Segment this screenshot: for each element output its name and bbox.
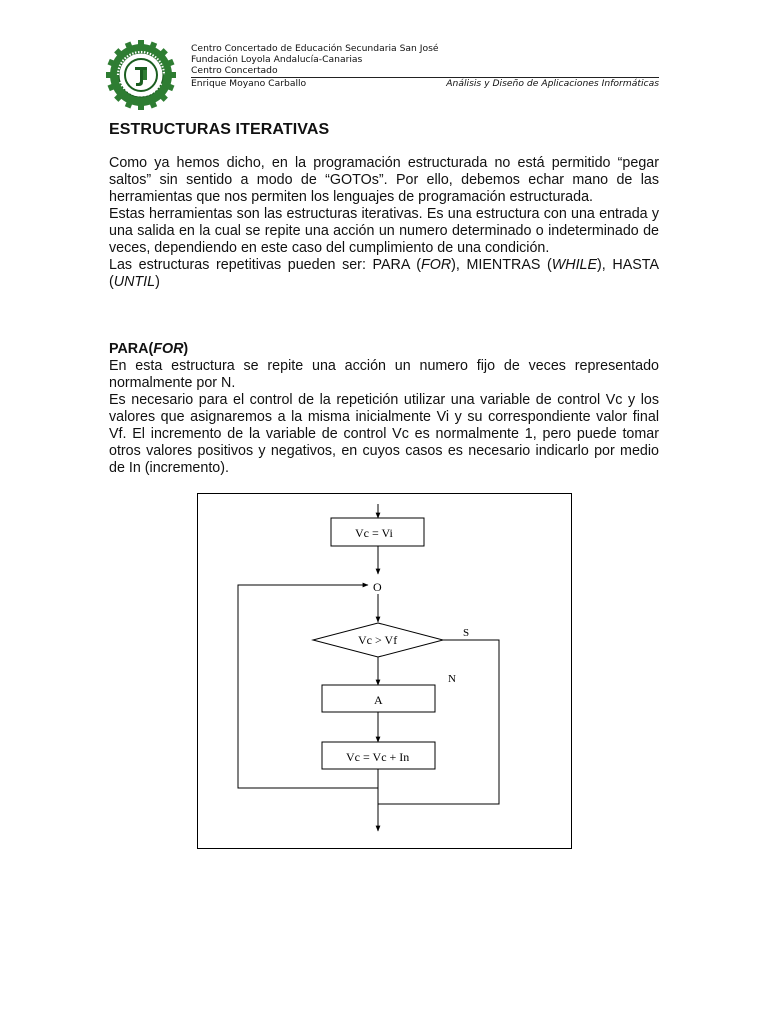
header-foundation: Fundación Loyola Andalucía-Canarias bbox=[191, 54, 363, 65]
for-loop-flowchart bbox=[197, 493, 572, 849]
intro-paragraph-2: Estas herramientas son las estructuras iterativas. Es una estructura con una entrada y una salida en la cual se repite una acción un numero determinado o indeterminado de veces, dependiendo en este caso del cumplimiento de una condición. bbox=[109, 206, 659, 256]
header-subject: Análisis y Diseño de Aplicaciones Informáticas bbox=[446, 78, 659, 89]
letterhead bbox=[191, 43, 659, 76]
no-label: N bbox=[448, 673, 456, 685]
increment-label: Vc = Vc + In bbox=[346, 750, 410, 764]
header-center-type: Centro Concertado bbox=[191, 65, 278, 76]
init-label: Vc = Vi bbox=[355, 526, 393, 540]
connector-label: O bbox=[373, 580, 382, 594]
intro-paragraph-1: Como ya hemos dicho, en la programación estructurada no está permitido “pegar saltos” sin sentido a modo de “GOTOs”. Por ello, debemos echar mano de las herramientas que nos permiten los lenguajes de programación estructurada. bbox=[109, 155, 659, 205]
header-footer-line bbox=[191, 78, 659, 89]
page-title: ESTRUCTURAS ITERATIVAS bbox=[109, 121, 330, 138]
school-logo-icon bbox=[106, 40, 176, 110]
action-label: A bbox=[374, 693, 383, 707]
intro-paragraph-3: Las estructuras repetitivas pueden ser: PARA (FOR), MIENTRAS (WHILE), HASTA (UNTIL) bbox=[109, 257, 659, 290]
intro-section bbox=[109, 155, 659, 291]
yes-label: S bbox=[463, 627, 470, 639]
header-institution: Centro Concertado de Educación Secundaria San José bbox=[191, 43, 439, 54]
header-author: Enrique Moyano Carballo bbox=[191, 78, 307, 89]
condition-label: Vc > Vf bbox=[358, 633, 398, 647]
para-section bbox=[109, 341, 659, 477]
para-paragraph-1: En esta estructura se repite una acción un numero fijo de veces representado normalmente por N. bbox=[109, 358, 659, 391]
section-heading-para: PARA(FOR) bbox=[109, 341, 189, 357]
para-paragraph-2: Es necesario para el control de la repetición utilizar una variable de control Vc y los valores que asignaremos a la misma inicialmente Vi y su correspondiente valor final Vf. El incremento de la variable de control Vc es normalmente 1, pero puede tomar otros valores positivos y negativos, en cuyos casos es necesario indicarlo por medio de In (incremento). bbox=[109, 392, 659, 476]
